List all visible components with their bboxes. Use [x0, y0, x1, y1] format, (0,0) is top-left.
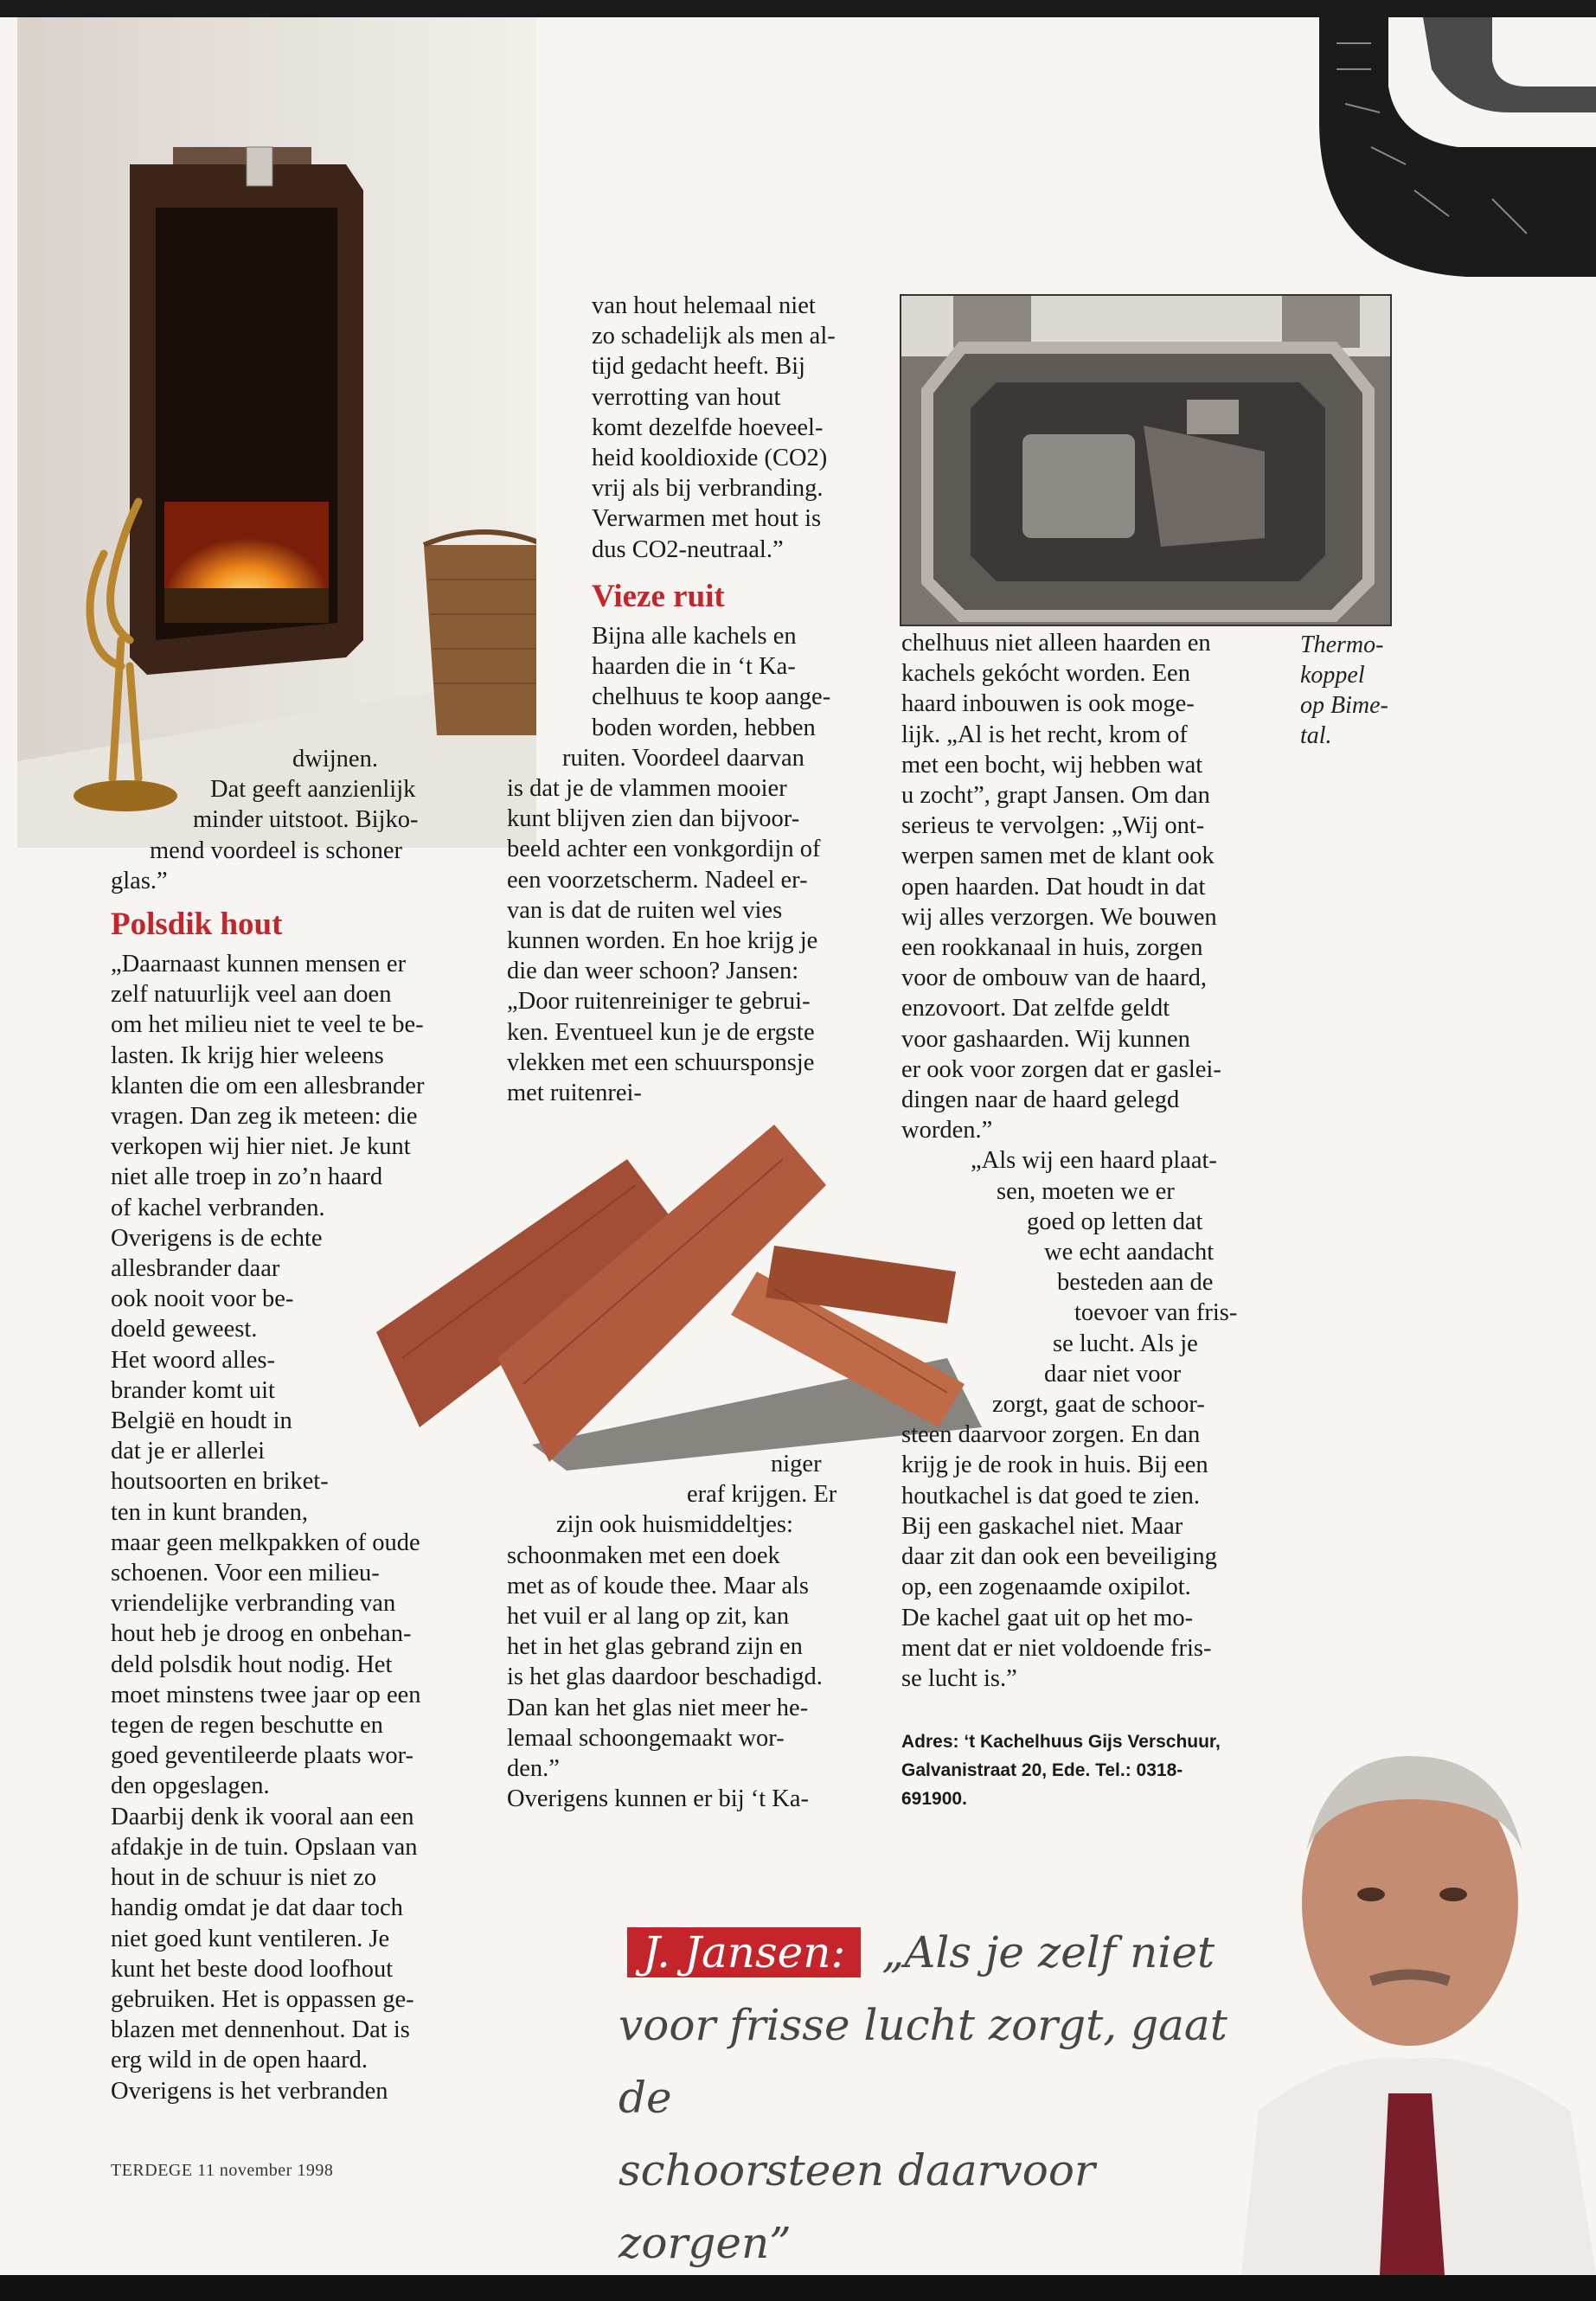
text-line: hout heb je droog en onbehan-: [111, 1620, 412, 1648]
text-line: of kachel verbranden.: [111, 1194, 325, 1221]
text-line: open haarden. Dat houdt in dat: [901, 873, 1206, 901]
text-line: erg wild in de open haard.: [111, 2047, 369, 2074]
column-right: [901, 628, 1282, 1694]
text-line: die dan weer schoon? Jansen:: [507, 958, 799, 985]
text-line: kunt het beste dood loofhout: [111, 1955, 394, 1983]
stove-interior-photo: [900, 294, 1392, 626]
text-line: ook nooit voor be-: [111, 1285, 294, 1313]
text-line: „Door ruitenreiniger te gebrui-: [507, 988, 811, 1016]
text-line: Daarbij denk ik vooral aan een: [111, 1803, 414, 1830]
text-line: met as of koude thee. Maar als: [507, 1572, 809, 1599]
text-line: vrij als bij verbranding.: [592, 475, 824, 503]
text-line: eraf krijgen. Er: [687, 1481, 837, 1509]
text-line: zorgt, gaat de schoor-: [992, 1391, 1205, 1419]
text-line: allesbrander daar: [111, 1255, 280, 1283]
text-line: vriendelijke verbranding van: [111, 1590, 396, 1618]
text-line: toevoer van fris-: [1074, 1299, 1238, 1327]
text-line: om het milieu niet te veel te be-: [111, 1011, 424, 1039]
caption-line: koppel: [1300, 662, 1365, 689]
text-line: voor gashaarden. Wij kunnen: [901, 1025, 1190, 1053]
text-line: ten in kunt branden,: [111, 1498, 308, 1526]
text-line: u zocht”, grapt Jansen. Om dan: [901, 782, 1210, 810]
text-line: een rookkanaal in huis, zorgen: [901, 934, 1203, 962]
column-mid-top: [592, 291, 877, 565]
text-line: daar zit dan ook een beveiliging: [901, 1543, 1217, 1571]
text-line: brander komt uit: [111, 1376, 275, 1404]
top-border: [0, 0, 1596, 17]
text-line: verkopen wij hier niet. Je kunt: [111, 1133, 411, 1161]
column-mid-bottom: [507, 1449, 888, 1814]
text-line: heid kooldioxide (CO2): [592, 445, 828, 472]
text-line: kachels gekócht worden. Een: [901, 660, 1190, 688]
text-line: „Als wij een haard plaat-: [971, 1147, 1217, 1175]
text-line: Overigens is de echte: [111, 1224, 323, 1252]
text-line: lijk. „Al is het recht, krom of: [901, 721, 1188, 748]
text-line: ment dat er niet voldoende fris-: [901, 1634, 1212, 1662]
text-line: op, een zogenaamde oxipilot.: [901, 1574, 1191, 1601]
page-footer: TERDEGE 11 november 1998: [111, 2161, 334, 2180]
text-line: enzovoort. Dat zelfde geldt: [901, 995, 1170, 1022]
text-line: niger: [771, 1451, 822, 1477]
text-line: serieus te vervolgen: „Wij ont-: [901, 812, 1205, 840]
text-line: besteden aan de: [1057, 1269, 1214, 1297]
text-line: den opgeslagen.: [111, 1772, 270, 1800]
text-line: ken. Eventueel kun je de ergste: [507, 1018, 815, 1046]
text-line: gebruiken. Het is oppassen ge-: [111, 1985, 414, 2013]
text-line: het vuil er al lang op zit, kan: [507, 1603, 790, 1631]
quote-line: „Als je zelf niet: [881, 1927, 1215, 1977]
quote-line: voor frisse lucht zorgt, gaat de: [619, 2000, 1227, 2123]
caption-line: Thermo-: [1300, 631, 1384, 658]
text-line: ruiten. Voordeel daarvan: [562, 744, 804, 772]
column-left-body: [111, 904, 483, 2106]
text-line: deld polsdik hout nodig. Het: [111, 1650, 393, 1678]
text-line: werpen samen met de klant ook: [901, 843, 1215, 870]
text-line: se lucht is.”: [901, 1664, 1017, 1692]
text-line: sen, moeten we er: [997, 1177, 1175, 1205]
text-line: is het glas daardoor beschadigd.: [507, 1663, 823, 1691]
address-line: Adres: ‘t Kachelhuus Gijs Verschuur,: [901, 1732, 1221, 1752]
text-line: De kachel gaat uit op het mo-: [901, 1604, 1194, 1631]
text-line: kunt blijven zien dan bijvoor-: [507, 805, 800, 833]
text-line: se lucht. Als je: [1053, 1330, 1198, 1357]
quote-line: schoorsteen daarvoor zorgen”: [619, 2145, 1095, 2268]
text-line: hout in de schuur is niet zo: [111, 1864, 377, 1892]
text-line: dus CO2-neutraal.”: [592, 535, 784, 563]
jansen-portrait-photo: [1224, 1704, 1596, 2275]
text-line: lemaal schoongemaakt wor-: [507, 1724, 785, 1752]
text-line: we echt aandacht: [1044, 1239, 1215, 1266]
text-line: blazen met dennenhout. Dat is: [111, 2016, 410, 2044]
text-line: haard inbouwen is ook moge-: [901, 690, 1195, 718]
text-line: vragen. Dan zeg ik meteen: die: [111, 1103, 418, 1131]
text-line: daar niet voor: [1044, 1360, 1182, 1388]
text-line: goed geventileerde plaats wor-: [111, 1742, 413, 1770]
text-line: een voorzetscherm. Nadeel er-: [507, 866, 808, 894]
text-line: verrotting van hout: [592, 383, 781, 411]
text-line: beeld achter een vonkgordijn of: [507, 836, 821, 863]
text-line: kunnen worden. En hoe krijg je: [507, 927, 818, 955]
text-line: moet minstens twee jaar op een: [111, 1681, 421, 1708]
pull-quote: [619, 1916, 1259, 2279]
text-line: van is dat de ruiten wel vies: [507, 896, 783, 924]
text-line: minder uitstoot. Bijko-: [193, 806, 419, 834]
bottom-border: [0, 2275, 1596, 2301]
text-line: dat je er allerlei: [111, 1438, 266, 1465]
text-line: Overigens kunnen er bij ‘t Ka-: [507, 1785, 810, 1813]
text-line: den.”: [507, 1755, 560, 1783]
text-line: klanten die om een allesbrander: [111, 1072, 425, 1099]
text-line: Bij een gaskachel niet. Maar: [901, 1512, 1183, 1540]
text-line: zelf natuurlijk veel aan doen: [111, 981, 392, 1009]
text-line: is dat je de vlammen mooier: [507, 775, 787, 803]
text-line: dingen naar de haard gelegd: [901, 1086, 1180, 1114]
text-line: vlekken met een schuursponsje: [507, 1048, 815, 1076]
text-line: zijn ook huismiddeltjes:: [556, 1511, 793, 1539]
text-line: met een bocht, wij hebben wat: [901, 751, 1203, 779]
text-line: glas.”: [111, 867, 168, 894]
text-line: Bijna alle kachels en: [592, 623, 797, 650]
text-line: van hout helemaal niet: [592, 292, 816, 319]
address-block: [901, 1727, 1265, 1813]
text-line: handig omdat je dat daar toch: [111, 1894, 403, 1922]
text-line: dwijnen.: [292, 746, 378, 772]
text-line: komt dezelfde hoeveel-: [592, 413, 824, 441]
text-line: haarden die in ‘t Ka-: [592, 653, 796, 681]
text-line: worden.”: [901, 1117, 993, 1144]
text-line: wij alles verzorgen. We bouwen: [901, 903, 1217, 931]
text-line: niet alle troep in zo’n haard: [111, 1163, 383, 1191]
text-line: er ook voor zorgen dat er gaslei-: [901, 1055, 1221, 1083]
address-line: 691900.: [901, 1789, 967, 1809]
text-line: chelhuus te koop aange-: [592, 683, 831, 711]
text-line: maar geen melkpakken of oude: [111, 1529, 420, 1556]
text-line: lasten. Ik krijg hier weleens: [111, 1042, 384, 1069]
caption-line: tal.: [1300, 722, 1332, 749]
caption-line: op Bime-: [1300, 692, 1388, 719]
text-line: houtkachel is dat goed te zien.: [901, 1482, 1201, 1509]
text-line: Het woord alles-: [111, 1346, 275, 1374]
heading-vieze-ruit: Vieze ruit: [592, 579, 725, 614]
column-left-top: [111, 744, 474, 896]
text-line: houtsoorten en briket-: [111, 1468, 329, 1496]
text-line: „Daarnaast kunnen mensen er: [111, 951, 407, 977]
text-line: België en houdt in: [111, 1407, 292, 1435]
text-line: schoonmaken met een doek: [507, 1541, 780, 1569]
text-line: mend voordeel is schoner: [150, 836, 403, 864]
text-line: krijg je de rook in huis. Bij een: [901, 1452, 1208, 1479]
text-line: tegen de regen beschutte en: [111, 1712, 383, 1740]
text-line: niet goed kunt ventileren. Je: [111, 1925, 390, 1952]
text-line: met ruitenrei-: [507, 1080, 642, 1107]
text-line: Dan kan het glas niet meer he-: [507, 1694, 809, 1721]
text-line: doeld geweest.: [111, 1316, 258, 1343]
text-line: tijd gedacht heeft. Bij: [592, 353, 805, 381]
heading-polsdik-hout: Polsdik hout: [111, 907, 283, 942]
text-line: boden worden, hebben: [592, 714, 816, 741]
text-line: het in het glas gebrand zijn en: [507, 1633, 803, 1661]
text-line: zo schadelijk als men al-: [592, 323, 836, 350]
text-line: steen daarvoor zorgen. En dan: [901, 1421, 1201, 1449]
text-line: goed op letten dat: [1027, 1208, 1203, 1235]
text-line: schoenen. Voor een milieu-: [111, 1560, 380, 1587]
photo-caption: [1300, 630, 1439, 751]
column-mid-body: [507, 576, 888, 1108]
text-line: afdakje in de tuin. Opslaan van: [111, 1833, 418, 1861]
text-line: chelhuus niet alleen haarden en: [901, 630, 1211, 657]
fireplace-photo: [17, 17, 536, 848]
address-line: Galvanistraat 20, Ede. Tel.: 0318-: [901, 1760, 1183, 1780]
quote-speaker: J. Jansen:: [627, 1927, 861, 1977]
text-line: Dat geeft aanzienlijk: [210, 776, 416, 804]
stovepipe-photo: [1319, 17, 1596, 277]
text-line: voor de ombouw van de haard,: [901, 965, 1207, 992]
text-line: Overigens is het verbranden: [111, 2077, 388, 2105]
text-line: Verwarmen met hout is: [592, 505, 822, 533]
